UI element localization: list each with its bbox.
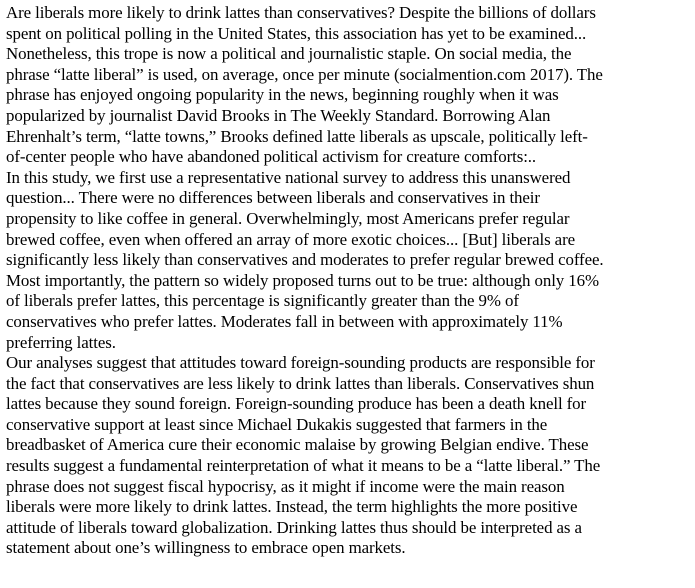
text-line: breadbasket of America cure their economic malaise by growing Belgian endive. These <box>6 435 589 455</box>
text-line: Are liberals more likely to drink lattes than conservatives? Despite the billions of dollars <box>6 3 596 22</box>
text-line: liberals were more likely to drink lattes. Instead, the term highlights the more positive <box>6 497 578 517</box>
text-line: Ehrenhalt’s term, “latte towns,” Brooks defined latte liberals as upscale, politically left- <box>6 126 588 146</box>
paragraph-intro <box>6 3 689 168</box>
paragraph-study <box>6 168 689 353</box>
text-line: phrase “latte liberal” is used, on average, once per minute (socialmention.com 2017). The <box>6 64 603 84</box>
text-line: significantly less likely than conservatives and moderates to prefer regular brewed coffee. <box>6 250 604 270</box>
text-line: phrase has enjoyed ongoing popularity in the news, beginning roughly when it was <box>6 85 559 105</box>
text-line: the fact that conservatives are less likely to drink lattes than liberals. Conservatives shun <box>6 373 595 393</box>
text-line: Nonetheless, this trope is now a political and journalistic staple. On social media, the <box>6 44 572 64</box>
text-line: question... There were no differences between liberals and conservatives in their <box>6 188 540 208</box>
text-line: Our analyses suggest that attitudes toward foreign-sounding products are responsible for <box>6 353 595 373</box>
text-line: results suggest a fundamental reinterpretation of what it means to be a “latte liberal.” The <box>6 456 601 476</box>
text-line: phrase does not suggest fiscal hypocrisy, as it might if income were the main reason <box>6 476 565 496</box>
text-line: popularized by journalist David Brooks in The Weekly Standard. Borrowing Alan <box>6 105 551 125</box>
text-line: lattes because they sound foreign. Foreign-sounding produce has been a death knell for <box>6 394 587 414</box>
text-line: attitude of liberals toward globalization. Drinking lattes thus should be interpreted as a <box>6 517 582 537</box>
text-line: preferring lattes. <box>6 332 116 352</box>
text-line: statement about one’s willingness to embrace open markets. <box>6 538 406 558</box>
text-line: spent on political polling in the United States, this association has yet to be examined... <box>6 23 587 43</box>
text-line: brewed coffee, even when offered an array of more exotic choices... [But] liberals are <box>6 229 576 249</box>
text-line: of-center people who have abandoned political activism for creature comforts:.. <box>6 147 537 167</box>
text-line: Most importantly, the pattern so widely proposed turns out to be true: although only 16% <box>6 270 599 290</box>
text-line: propensity to like coffee in general. Overwhelmingly, most Americans prefer regular <box>6 208 570 228</box>
paragraph-analysis <box>6 353 689 559</box>
text-line: conservatives who prefer lattes. Moderates fall in between with approximately 11% <box>6 311 563 331</box>
text-line: conservative support at least since Michael Dukakis suggested that farmers in the <box>6 414 548 434</box>
text-line: In this study, we first use a representative national survey to address this unanswered <box>6 167 571 187</box>
text-line: of liberals prefer lattes, this percentage is significantly greater than the 9% of <box>6 291 519 311</box>
